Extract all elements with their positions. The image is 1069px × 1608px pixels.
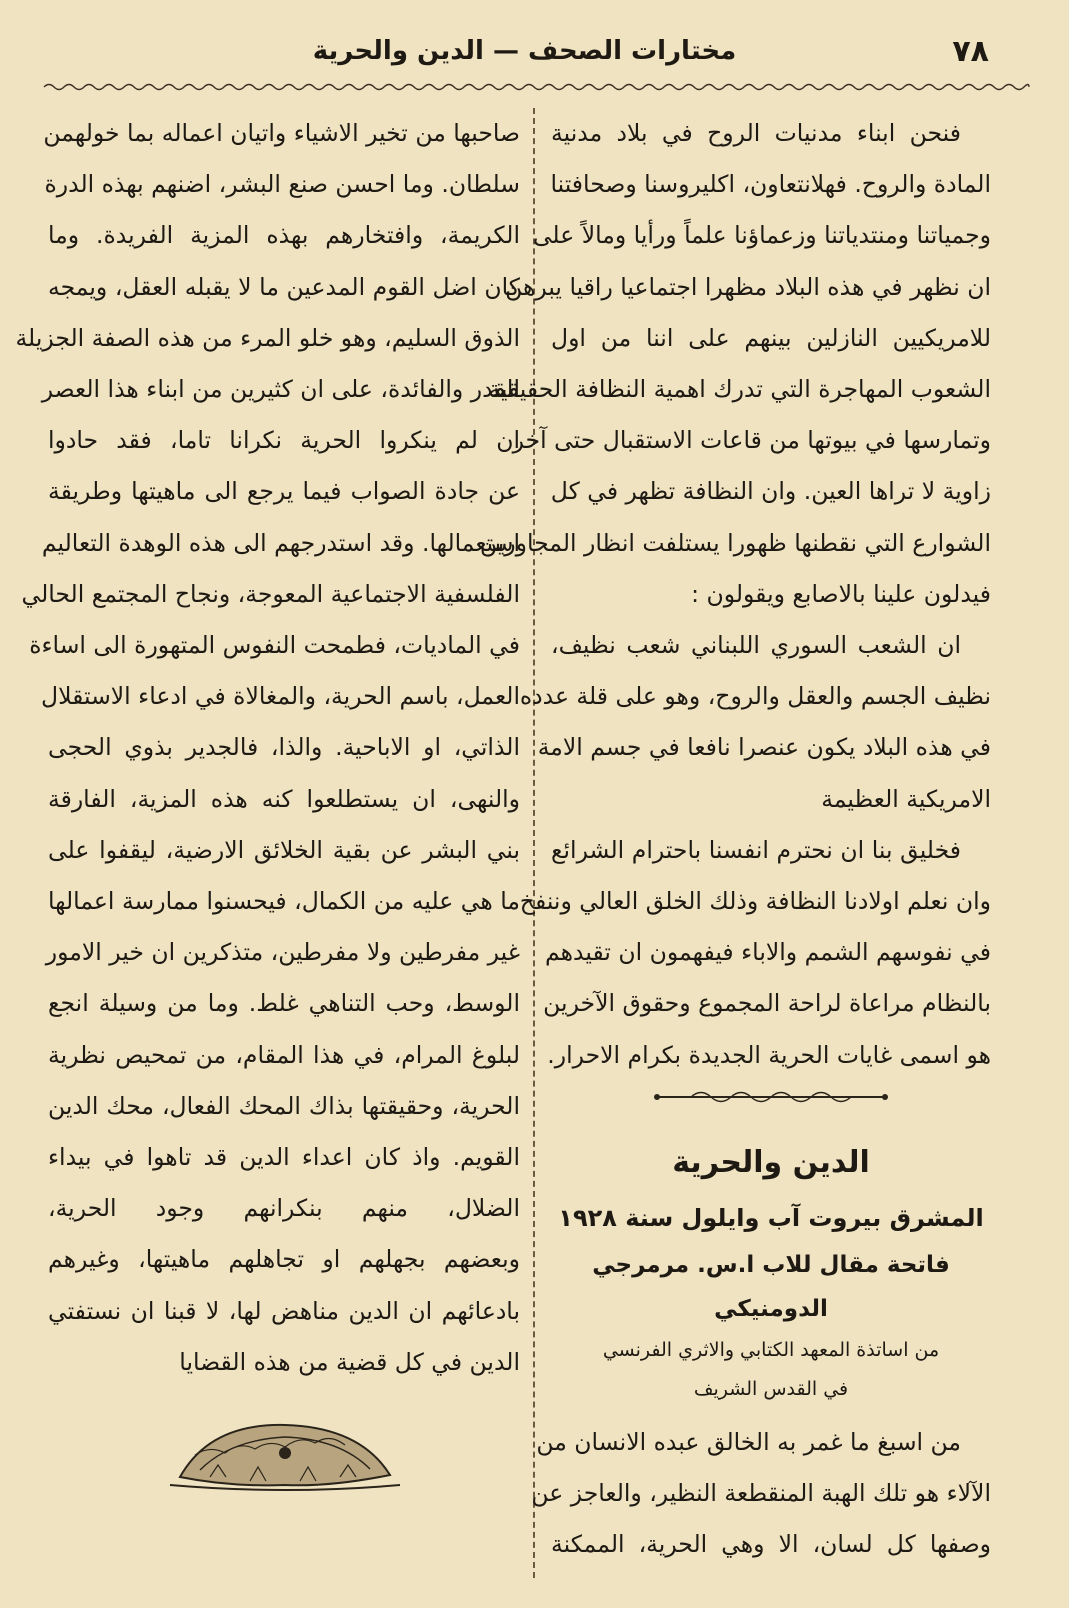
text-line: المادة والروح. فهلانتعاون، اكليروسنا وصحافتنا	[550, 170, 991, 199]
running-title: مختارات الصحف — الدين والحرية	[312, 36, 737, 66]
text-line: زاوية لا تراها العين. وان النظافة تظهر في كل	[550, 477, 991, 506]
text-line: الذوق السليم، وهو خلو المرء من هذه الصفة الجزيلة	[15, 323, 520, 352]
text-line: في هذه البلاد يكون عنصرا نافعا في جسم الامة	[537, 733, 991, 762]
text-line: الذاتي، او الاباحية. والذا، فالجدير بذوي الحجى	[48, 733, 520, 762]
text-line: الامريكية العظيمة	[821, 784, 991, 813]
text-line: في نفوسهم الشمم والاباء فيفهمون ان تقيدهم	[545, 938, 991, 967]
text-line: لبلوغ المرام، في هذا المقام، من تمحيص نظرية	[48, 1040, 520, 1069]
article-source: المشرق بيروت آب وايلول سنة ١٩٢٨	[558, 1203, 984, 1232]
article-heading	[551, 1133, 991, 1409]
text-line: صاحبها من تخير الاشياء واتيان اعماله بما خولهمن	[43, 119, 520, 147]
text-line: الحرية، وحقيقتها بذاك المحك الفعال، محك الدين	[48, 1091, 520, 1120]
text-line: وصفها كل لسان، الا وهي الحرية، الممكنة	[551, 1530, 991, 1559]
text-line: القويم. واذ كان اعداء الدين قد تاهوا في بيداء	[48, 1143, 520, 1172]
text-line: نظيف الجسم والعقل والروح، وهو على قلة عدده	[519, 682, 991, 711]
section-ornament	[651, 1085, 891, 1109]
text-line: هو اسمى غايات الحرية الجديدة بكرام الاحرار.	[547, 1040, 991, 1069]
text-line: بالنظام مراعاة لراحة المجموع وحقوق الآخرين	[543, 989, 991, 1018]
text-line: الفلسفية الاجتماعية المعوجة، ونجاح المجتمع الحالي	[21, 579, 520, 608]
decorative-tailpiece-vignette	[170, 1415, 400, 1495]
text-line: الشعوب المهاجرة التي تدرك اهمية النظافة الحقيقية	[488, 375, 991, 404]
text-line: غير مفرطين ولا مفرطين، متذكرين ان خير الامور	[45, 938, 520, 967]
text-line: كان اضل القوم المدعين ما لا يقبله العقل، ويمجه	[48, 272, 520, 301]
article-intro: فاتحة مقال للاب ا.س. مرمرجي الدومنيكي	[592, 1251, 950, 1322]
left-column	[15, 108, 520, 1388]
text-line: الآلاء هو تلك الهبة المنقطعة النظير، والعاجز عن	[531, 1479, 991, 1508]
text-line: في الماديات، فطمحت النفوس المتهورة الى اساءة	[29, 631, 520, 660]
column-divider	[533, 108, 537, 1578]
text-line: ما هي عليه من الكمال، فيحسنوا ممارسة اعمالها	[48, 887, 520, 916]
text-line: الدين في كل قضية من هذه القضايا	[179, 1347, 520, 1376]
page-header	[40, 22, 1009, 82]
text-line: للامريكيين النازلين بينهم على اننا من اول	[551, 323, 991, 352]
text-line: وبعضهم بجهلهم او تجاهلهم ماهيتها، وغيرهم	[48, 1245, 520, 1274]
text-line: وان نعلم اولادنا النظافة وذلك الخلق العالي وننفخ	[519, 887, 991, 916]
text-line: العمل، باسم الحرية، والمغالاة في ادعاء الاستقلال	[41, 682, 520, 711]
text-line: عن جادة الصواب فيما يرجع الى ماهيتها وطريقة	[48, 477, 520, 506]
text-line: سلطان. وما احسن صنع البشر، اضنهم بهذه الدرة	[44, 170, 520, 199]
page-number: ٧٨	[952, 34, 989, 69]
text-line: الشوارع التي نقطنها ظهورا يستلفت انظار المجاورين	[479, 528, 991, 557]
text-line: فخليق بنا ان نحترم انفسنا باحترام الشرائع	[551, 835, 961, 864]
text-line: بادعائهم ان الدين مناهض لها، لا قبنا ان نستفتي	[48, 1296, 520, 1325]
text-line: الضلال، منهم بنكرانهم وجود الحرية،	[48, 1194, 520, 1223]
text-line: ان الشعب السوري اللبناني شعب نظيف،	[551, 631, 961, 660]
header-wavy-rule	[44, 82, 1029, 92]
text-line: الوسط، وحب التناهي غلط. وما من وسيلة انجع	[48, 989, 520, 1018]
text-line: من اسبغ ما غمر به الخالق عبده الانسان من	[536, 1427, 961, 1456]
text-line: القدر والفائدة، على ان كثيرين من ابناء هذا العصر	[41, 375, 520, 404]
paragraph-cleanliness	[479, 108, 991, 620]
article-affiliation: من اساتذة المعهد الكتابي والاثري الفرنسي	[602, 1338, 940, 1361]
paragraph-conclusion	[519, 825, 991, 1081]
text-line: ان لم ينكروا الحرية نكرانا تاما، فقد حادوا	[48, 426, 520, 455]
text-line: وجمياتنا ومنتدياتنا وزعماؤنا علماً ورأيا ومالاً على	[532, 221, 991, 250]
article-body	[531, 1417, 991, 1571]
text-line: وتمارسها في بيوتها من قاعات الاستقبال حتى آخر	[512, 426, 991, 455]
text-line: استعمالها. وقد استدرجهم الى هذه الوهدة التعاليم	[41, 528, 520, 557]
right-column	[479, 108, 991, 1570]
text-line: فيدلون علينا بالاصابع ويقولون :	[691, 579, 991, 608]
text-line: والنهى، ان يستطلعوا كنه هذه المزية، الفارقة	[48, 784, 520, 813]
text-line: بني البشر عن بقية الخلائق الارضية، ليقفوا على	[48, 835, 520, 864]
article-location: في القدس الشريف	[693, 1377, 849, 1400]
text-line: ان نظهر في هذه البلاد مظهرا اجتماعيا راقيا يبرهن	[505, 272, 991, 301]
text-line: الكريمة، وافتخارهم بهذه المزية الفريدة. وما	[48, 221, 520, 250]
article-title: الدين والحرية	[672, 1144, 870, 1180]
text-line: فنحن ابناء مدنيات الروح في بلاد مدنية	[551, 119, 961, 147]
paragraph-quote	[519, 620, 991, 825]
